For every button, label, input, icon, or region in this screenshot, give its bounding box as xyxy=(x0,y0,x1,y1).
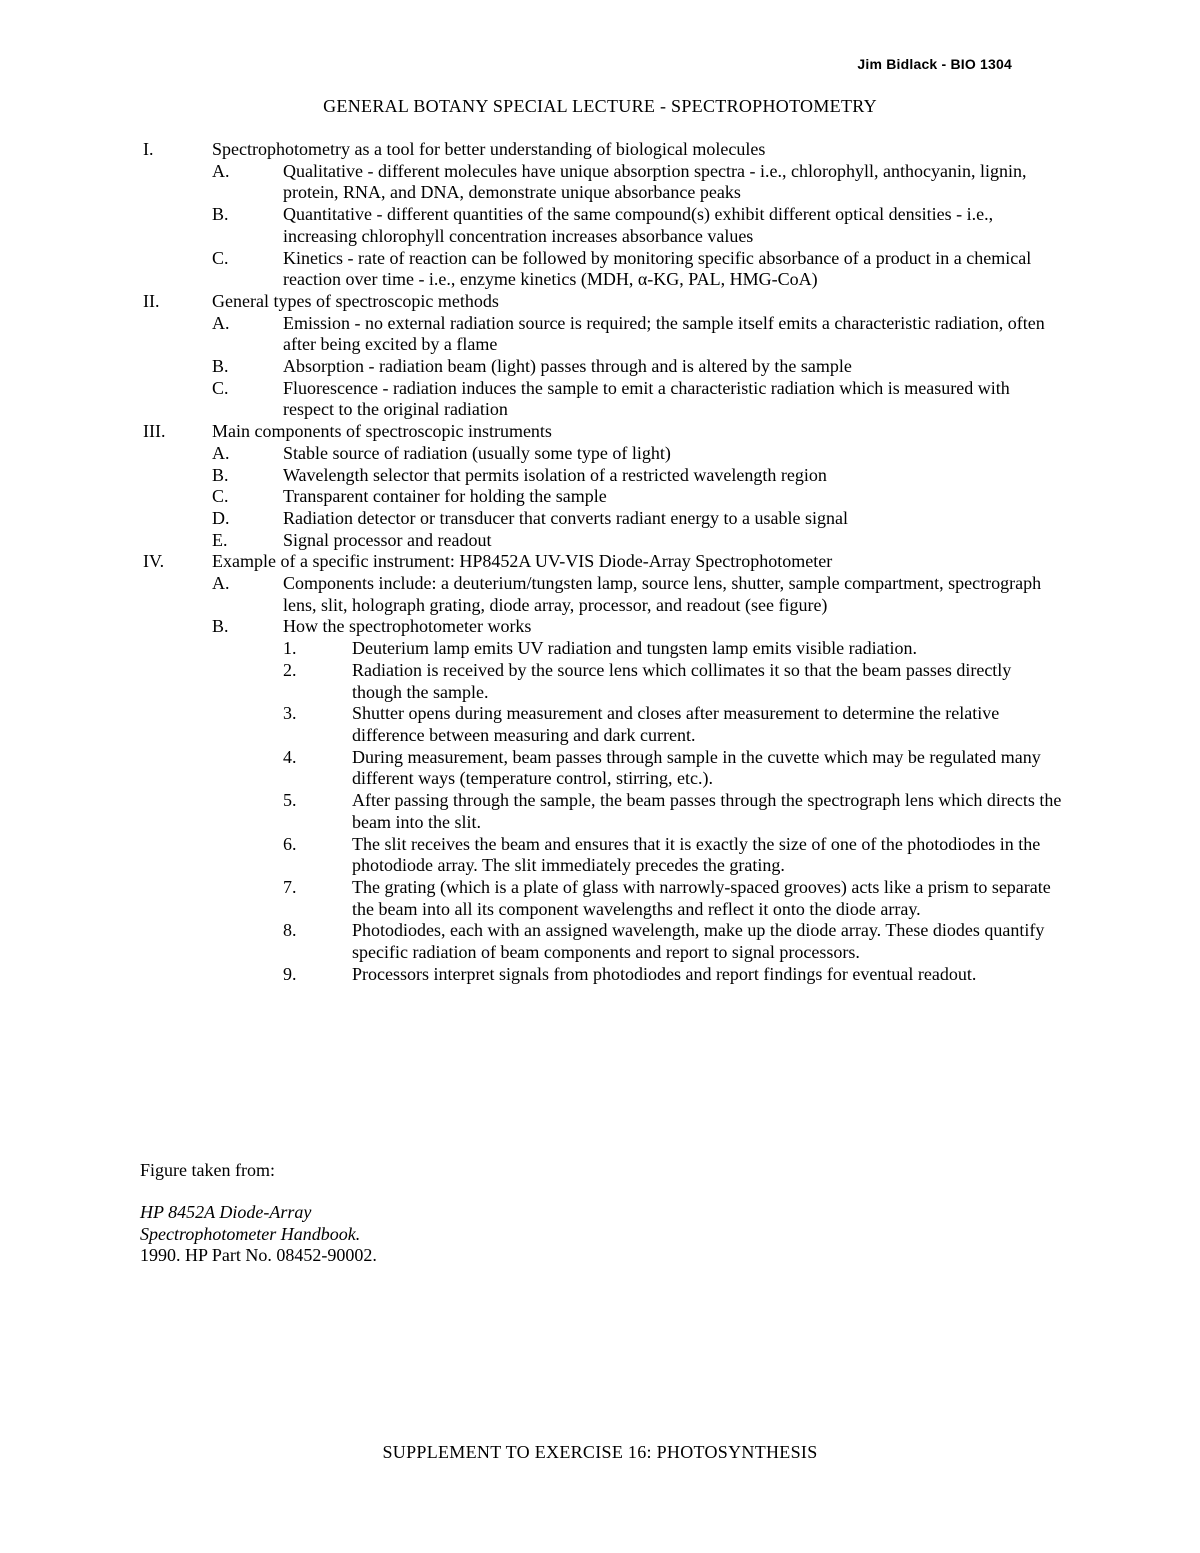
item-marker: B. xyxy=(212,204,229,225)
step-text: The grating (which is a plate of glass with narrowly-spaced grooves) acts like a prism to separate the beam into all its component wavelengths and reflect it onto the diode array. xyxy=(352,876,1051,919)
outline-item xyxy=(0,161,1063,204)
item-marker: C. xyxy=(212,247,229,268)
item-text: Qualitative - different molecules have unique absorption spectra - i.e., chlorophyll, anthocyanin, lignin, protein, RNA, and DNA, demonstrate unique absorbance peaks xyxy=(283,160,1027,203)
outline-section xyxy=(0,551,1062,573)
figure-source-label: Figure taken from: xyxy=(140,1160,275,1180)
figure-reference xyxy=(140,1202,377,1267)
step-marker: 4. xyxy=(283,746,297,767)
outline-item xyxy=(0,465,1063,487)
outline-step xyxy=(0,877,1062,920)
reference-detail: 1990. HP Part No. 08452-90002. xyxy=(140,1245,377,1266)
outline-item xyxy=(0,486,1063,508)
section-marker: I. xyxy=(143,139,154,159)
outline-step xyxy=(0,703,1062,746)
outline-item xyxy=(0,573,1063,616)
item-text: Radiation detector or transducer that converts radiant energy to a usable signal xyxy=(283,507,848,528)
outline-item xyxy=(0,508,1063,530)
step-marker: 7. xyxy=(283,876,297,897)
step-text: During measurement, beam passes through sample in the cuvette which may be regulated many different ways (temperature control, stirring, etc.). xyxy=(352,746,1041,789)
section-marker: III. xyxy=(143,421,166,442)
item-marker: B. xyxy=(212,464,229,485)
step-marker: 8. xyxy=(283,920,297,941)
item-text: Fluorescence - radiation induces the sample to emit a characteristic radiation which is measured with respect to the original radiation xyxy=(283,377,1010,420)
outline-section xyxy=(0,421,1062,443)
outline-item xyxy=(0,356,1063,378)
item-text: Absorption - radiation beam (light) passes through and is altered by the sample xyxy=(283,356,852,377)
item-text: Signal processor and readout xyxy=(283,529,492,550)
outline-item xyxy=(0,443,1063,465)
step-text: Photodiodes, each with an assigned wavelength, make up the diode array. These diodes quantify specific radiation of beam components and report to signal processors. xyxy=(352,920,1045,963)
outline-step xyxy=(0,964,1062,986)
item-text: Components include: a deuterium/tungsten lamp, source lens, shutter, sample compartment, spectrograph lens, slit, holograph grating, diode array, processor, and readout (see figure) xyxy=(283,573,1042,615)
step-marker: 9. xyxy=(283,963,297,984)
item-marker: D. xyxy=(212,507,230,528)
item-text: How the spectrophotometer works xyxy=(283,616,532,637)
item-text: Stable source of radiation (usually some type of light) xyxy=(283,442,671,463)
outline-step xyxy=(0,660,1062,703)
item-marker: C. xyxy=(212,377,229,398)
outline-section xyxy=(0,139,1062,161)
item-marker: E. xyxy=(212,529,228,550)
outline-item xyxy=(0,530,1063,552)
item-marker: C. xyxy=(212,486,229,507)
item-marker: B. xyxy=(212,616,229,637)
outline-step xyxy=(0,790,1062,833)
step-text: Deuterium lamp emits UV radiation and tungsten lamp emits visible radiation. xyxy=(352,638,918,659)
author-line: Jim Bidlack - BIO 1304 xyxy=(857,56,1012,72)
step-marker: 6. xyxy=(283,833,297,854)
item-marker: A. xyxy=(212,442,230,463)
outline-step xyxy=(0,638,1062,660)
outline-item xyxy=(0,616,1063,638)
lecture-outline xyxy=(0,139,1200,985)
section-text: Example of a specific instrument: HP8452A UV-VIS Diode-Array Spectrophotometer xyxy=(212,551,833,572)
outline-section xyxy=(0,291,1062,313)
step-text: Processors interpret signals from photodiodes and report findings for eventual readout. xyxy=(352,963,977,984)
section-text: Main components of spectroscopic instruments xyxy=(212,421,552,442)
section-text: General types of spectroscopic methods xyxy=(212,290,499,311)
step-marker: 5. xyxy=(283,790,297,811)
item-text: Quantitative - different quantities of the same compound(s) exhibit different optical densities - i.e., increasing chlorophyll concentration increases absorbance values xyxy=(283,204,994,246)
step-text: After passing through the sample, the beam passes through the spectrograph lens which directs the beam into the slit. xyxy=(352,790,1062,832)
outline-item xyxy=(0,378,1063,421)
item-marker: A. xyxy=(212,312,230,333)
outline-step xyxy=(0,920,1062,963)
item-text: Wavelength selector that permits isolation of a restricted wavelength region xyxy=(283,464,827,485)
outline-step xyxy=(0,747,1062,790)
outline-step xyxy=(0,834,1062,877)
step-text: The slit receives the beam and ensures that it is exactly the size of one of the photodiodes in the photodiode array. The slit immediately precedes the grating. xyxy=(352,833,1041,876)
reference-title-line-1: HP 8452A Diode-Array xyxy=(140,1202,312,1222)
page-title: GENERAL BOTANY SPECIAL LECTURE - SPECTROPHOTOMETRY xyxy=(323,96,877,116)
item-marker: A. xyxy=(212,160,230,181)
step-marker: 2. xyxy=(283,659,297,680)
outline-item xyxy=(0,313,1063,356)
outline-item xyxy=(0,204,1063,247)
item-text: Transparent container for holding the sample xyxy=(283,486,607,507)
outline-item xyxy=(0,248,1063,291)
section-text: Spectrophotometry as a tool for better understanding of biological molecules xyxy=(212,139,766,159)
section-marker: II. xyxy=(143,290,160,311)
step-text: Radiation is received by the source lens which collimates it so that the beam passes directly though the sample. xyxy=(352,659,1012,702)
item-text: Kinetics - rate of reaction can be followed by monitoring specific absorbance of a product in a chemical reaction over time - i.e., enzyme kinetics (MDH, α-KG, PAL, HMG-CoA) xyxy=(283,247,1032,290)
reference-title-line-2: Spectrophotometer Handbook. xyxy=(140,1223,361,1244)
step-text: Shutter opens during measurement and closes after measurement to determine the relative difference between measuring and dark current. xyxy=(352,703,1000,745)
page-footer: SUPPLEMENT TO EXERCISE 16: PHOTOSYNTHESIS xyxy=(382,1442,818,1462)
item-marker: A. xyxy=(212,573,230,594)
section-marker: IV. xyxy=(143,551,165,572)
item-marker: B. xyxy=(212,356,229,377)
item-text: Emission - no external radiation source is required; the sample itself emits a characteristic radiation, often after being excited by a flame xyxy=(283,312,1045,355)
step-marker: 1. xyxy=(283,638,297,659)
step-marker: 3. xyxy=(283,703,297,724)
